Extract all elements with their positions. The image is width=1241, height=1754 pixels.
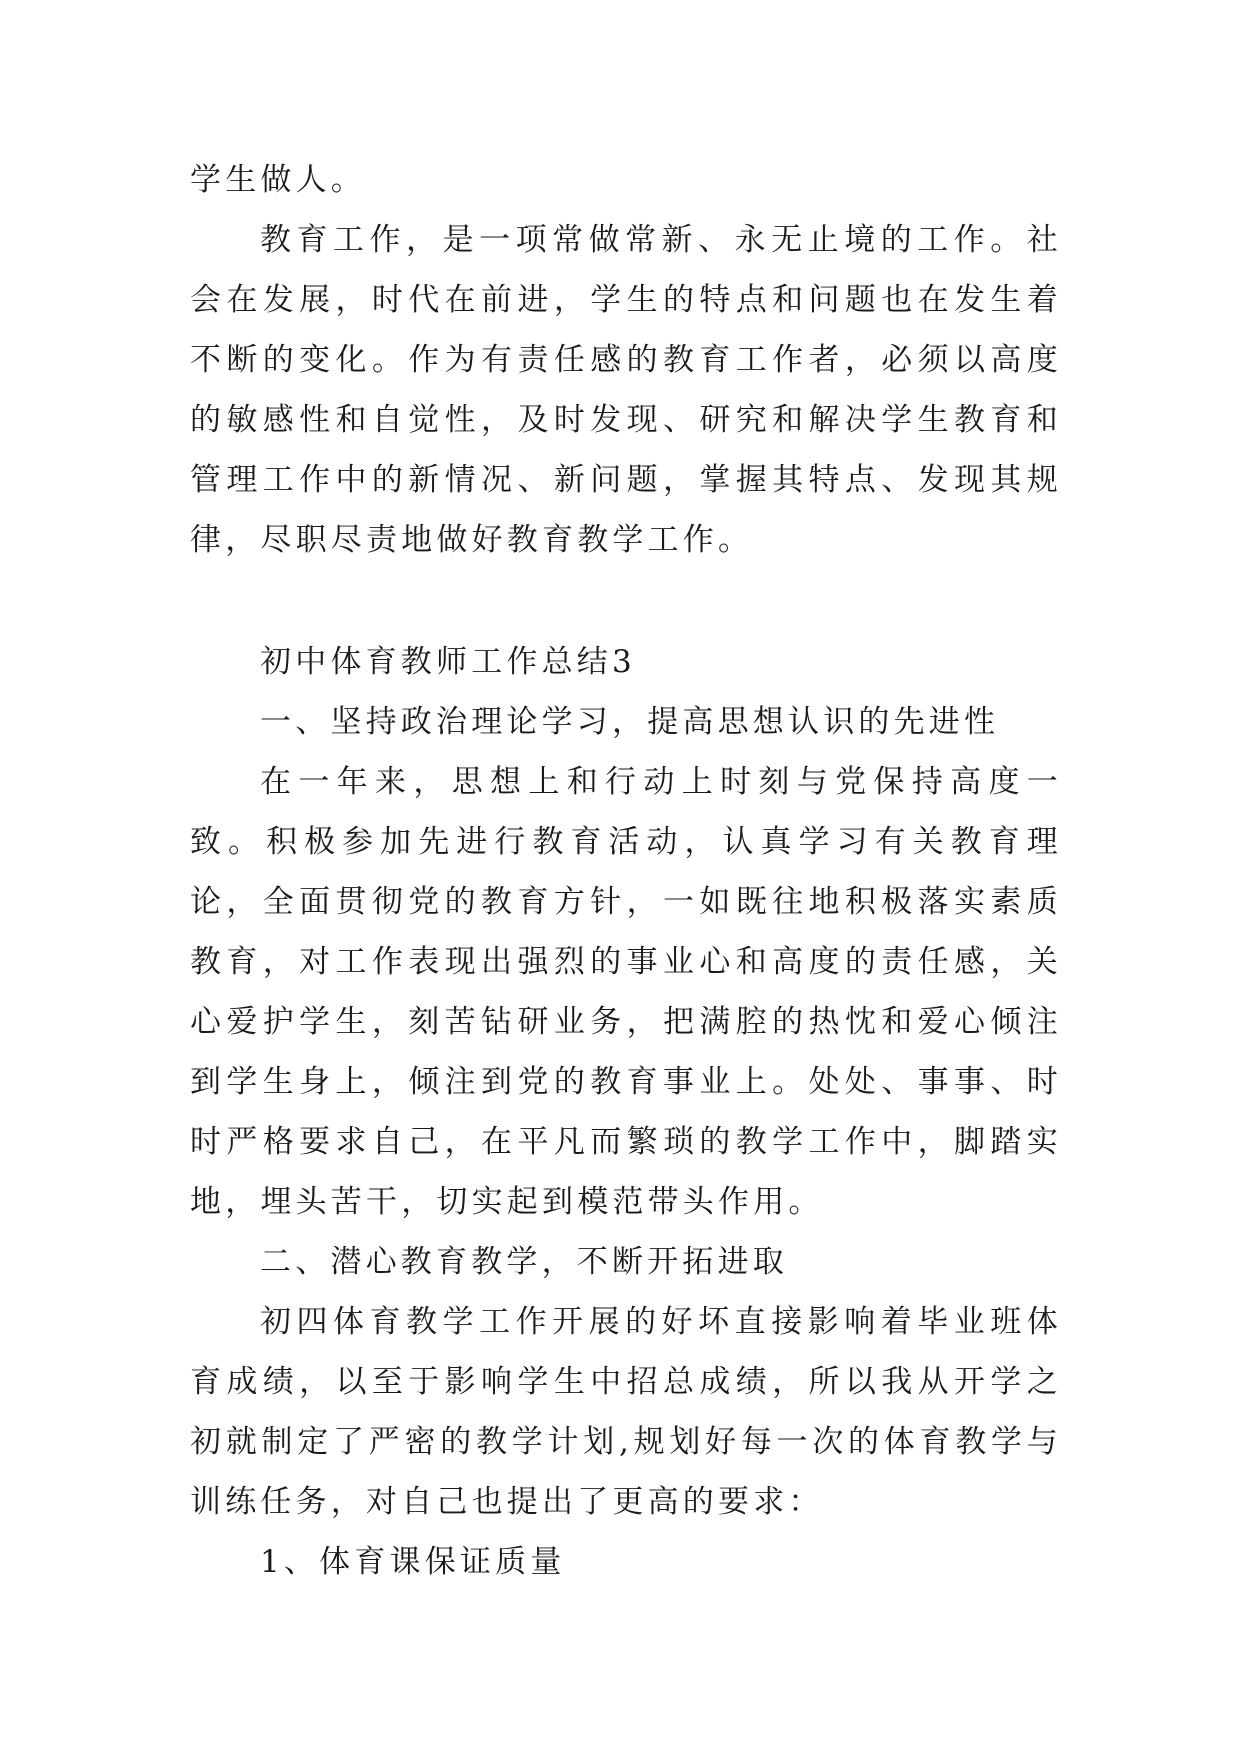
heading-two: 二、潜心教育教学，不断开拓进取 — [260, 1244, 788, 1280]
section-gap — [190, 570, 1062, 632]
section-title: 初中体育教师工作总结3 — [260, 644, 636, 680]
heading-one: 一、坚持政治理论学习，提高思想认识的先进性 — [260, 704, 1000, 740]
document-body — [190, 150, 1062, 1592]
paragraph-continuation: 学生做人。 — [190, 162, 366, 198]
paragraph-political-study: 在一年来，思想上和行动上时刻与党保持高度一致。积极参加先进行教育活动，认真学习有关教育理论，全面贯彻党的教育方针，一如既往地积极落实素质教育，对工作表现出强烈的事业心和高度的责任感，关心爱护学生，刻苦钻研业务，把满腔的热忱和爱心倾注到学生身上，倾注到党的教育事业上。处处、事事、时时严格要求自己，在平凡而繁琐的教学工作中，脚踏实地，埋头苦干，切实起到模范带头作用。 — [190, 764, 1062, 1220]
subheading-one: 1、体育课保证质量 — [260, 1544, 566, 1580]
paragraph-education-work: 教育工作，是一项常做常新、永无止境的工作。社会在发展，时代在前进，学生的特点和问题也在发生着不断的变化。作为有责任感的教育工作者，必须以高度的敏感性和自觉性，及时发现、研究和解决学生教育和管理工作中的新情况、新问题，掌握其特点、发现其规律，尽职尽责地做好教育教学工作。 — [190, 222, 1062, 558]
paragraph-teaching-plan: 初四体育教学工作开展的好坏直接影响着毕业班体育成绩，以至于影响学生中招总成绩，所以我从开学之初就制定了严密的教学计划,规划好每一次的体育教学与训练任务，对自己也提出了更高的要求： — [190, 1304, 1062, 1520]
